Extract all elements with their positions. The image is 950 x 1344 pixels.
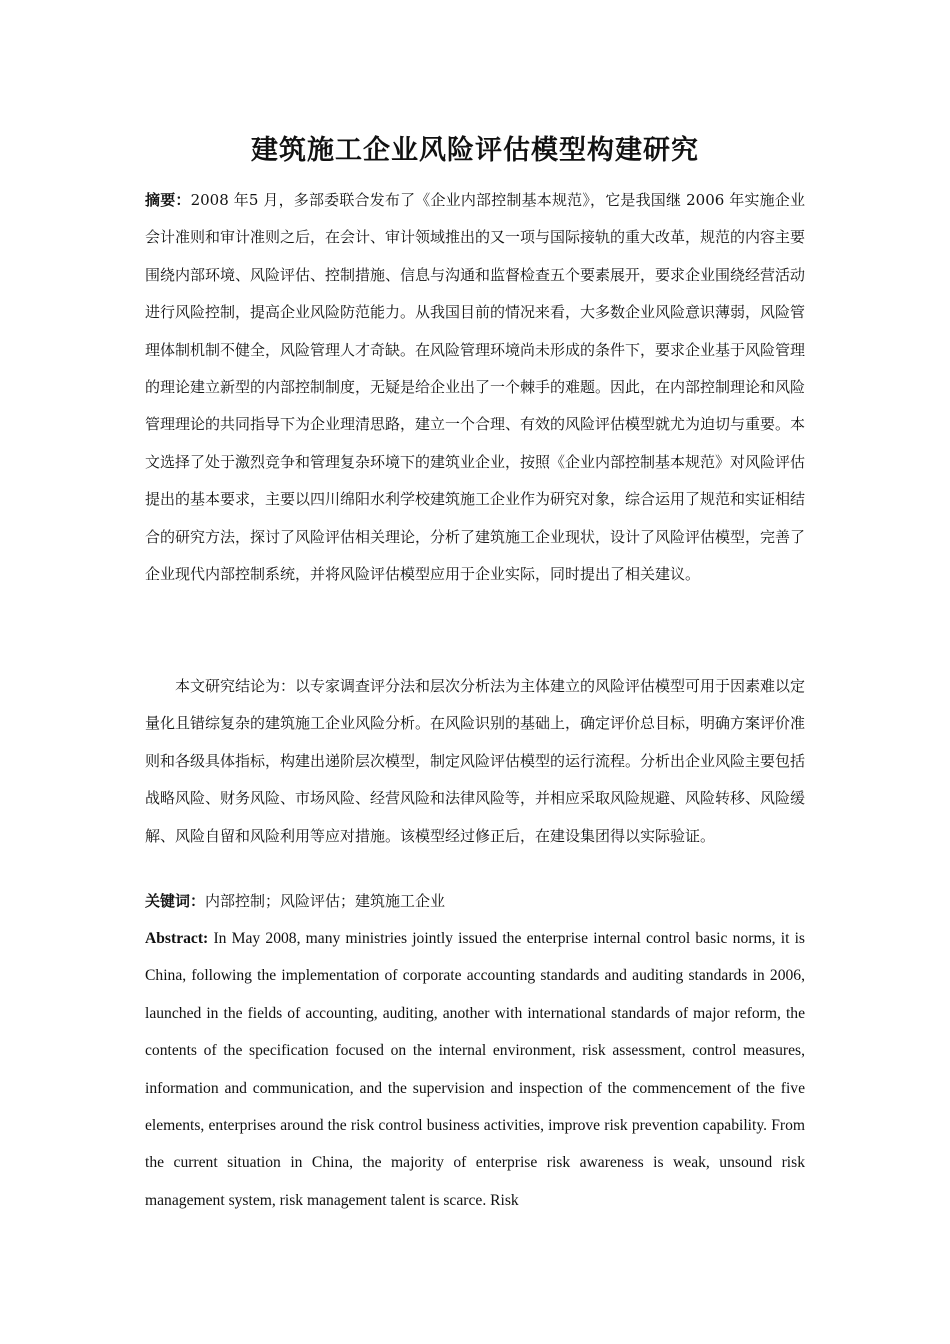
abstract-en bbox=[145, 920, 805, 1219]
abstract-cn-label: 摘要： bbox=[145, 191, 191, 209]
conclusion-cn: 本文研究结论为：以专家调查评分法和层次分析法为主体建立的风险评估模型可用于因素难以定量化且错综复杂的建筑施工企业风险分析。在风险识别的基础上，确定评价总目标，明确方案评价准则和各级具体指标，构建出递阶层次模型，制定风险评估模型的运行流程。分析出企业风险主要包括战略风险、财务风险、市场风险、经营风险和法律风险等，并相应采取风险规避、风险转移、风险缓解、风险自留和风险利用等应对措施。该模型经过修正后，在建设集团得以实际验证。 bbox=[145, 677, 806, 845]
abstract-en-label: Abstract: bbox=[145, 930, 209, 947]
document-title: 建筑施工企业风险评估模型构建研究 bbox=[251, 135, 699, 166]
keywords-cn-label: 关键词： bbox=[145, 892, 206, 910]
abstract-cn-text: 2008 年5 月，多部委联合发布了《企业内部控制基本规范》，它是我国继 2006 年实施企业会计准则和审计准则之后，在会计、审计领域推出的又一项与国际接轨的重大改革，规范的内容主要围绕内部环境、风险评估、控制措施、信息与沟通和监督检查五个要素展开，要求企业围绕经营活动进行风险控制，提高企业风险防范能力。从我国目前的情况来看，大多数企业风险意识薄弱，风险管理体制机制不健全，风险管理人才奇缺。在风险管理环境尚未形成的条件下，要求企业基于风险管理的理论建立新型的内部控制制度，无疑是给企业出了一个棘手的难题。因此，在内部控制理论和风险管理理论的共同指导下为企业理清思路，建立一个合理、有效的风险评估模型就尤为迫切与重要。本文选择了处于激烈竞争和管理复杂环境下的建筑业企业，按照《企业内部控制基本规范》对风险评估提出的基本要求，主要以四川绵阳水利学校建筑施工企业作为研究对象，综合运用了规范和实证相结合的研究方法，探讨了风险评估相关理论，分析了建筑施工企业现状，设计了风险评估模型，完善了企业现代内部控制系统，并将风险评估模型应用于企业实际，同时提出了相关建议。 bbox=[145, 191, 806, 584]
abstract-en-text: In May 2008, many ministries jointly issued the enterprise internal control basic norms, it is China, following the implementation of corporate accounting standards and auditing standards in 2006, launched in the fields of accounting, auditing, another with international standards of major reform, the contents of the specification focused on the internal environment, risk assessment, control measures, information and communication, and the supervision and inspection of the commencement of the five elements, enterprises around the risk control business activities, improve risk prevention capability. From the current situation in China, the majority of enterprise risk awareness is weak, unsound risk management system, risk management talent is scarce. Risk bbox=[145, 930, 805, 1209]
abstract-cn bbox=[145, 182, 805, 593]
keywords-cn-text: 内部控制；风险评估；建筑施工企业 bbox=[205, 892, 446, 910]
keywords-cn bbox=[145, 885, 805, 917]
